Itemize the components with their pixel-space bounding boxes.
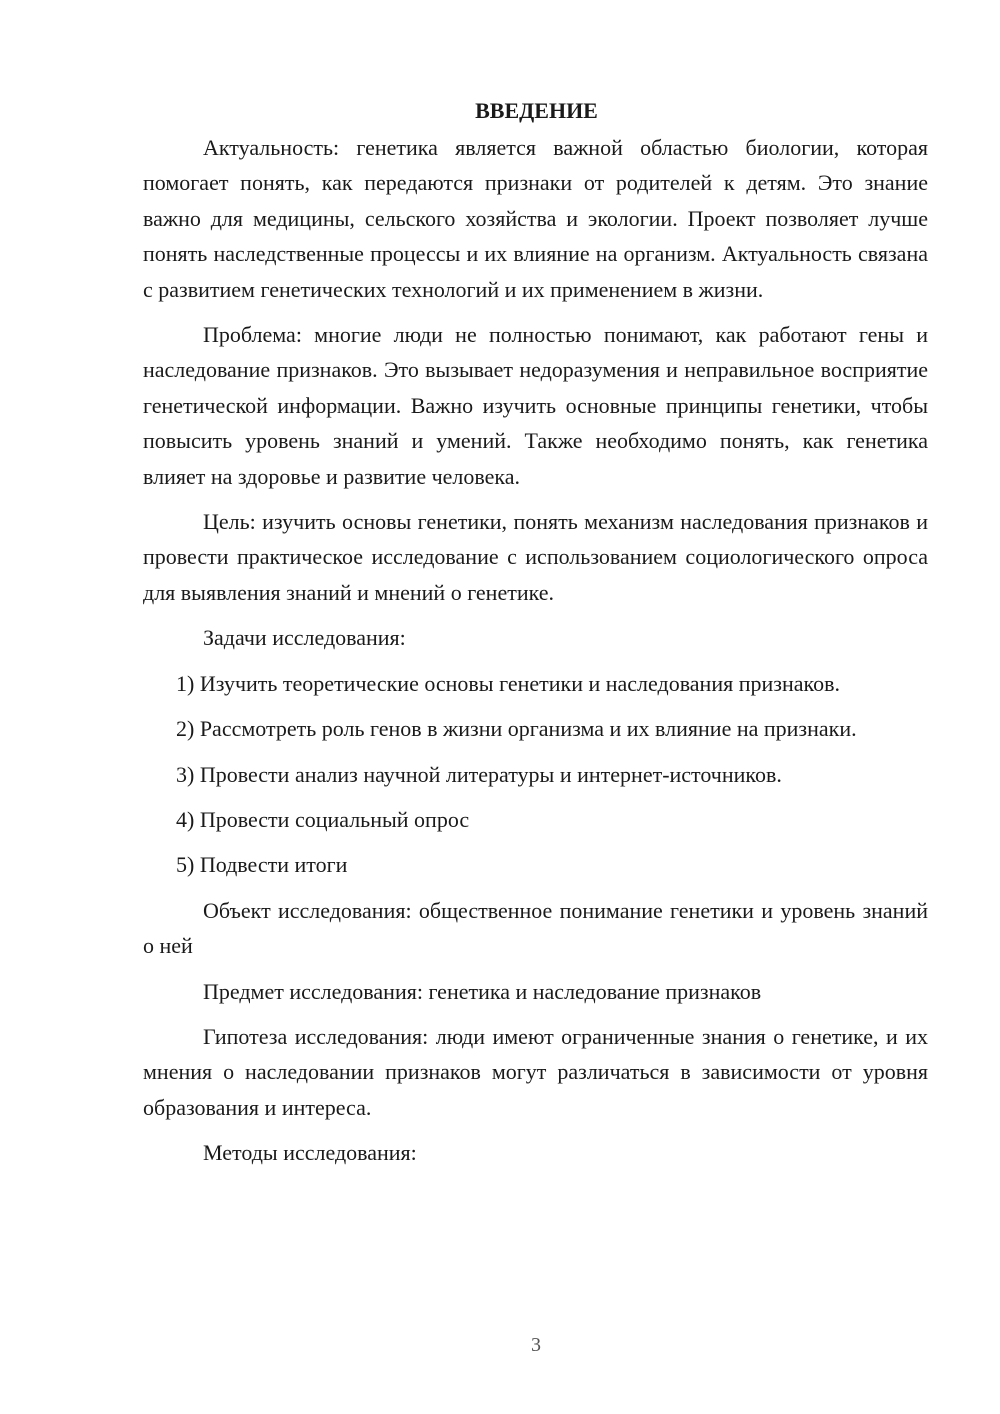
- task-item-1: 1) Изучить теоретические основы генетики и наследования признаков.: [176, 670, 840, 696]
- paragraph-relevance: Актуальность: генетика является важной областью биологии, которая помогает понять, как передаются признаки от родителей к детям. Это знание важно для медицины, сельского хозяйства и экологии. Проект позволяет лучше понять наследственные процессы и их влияние на организм. Актуальность связана с развитием генетических технологий и их применением в жизни.: [143, 135, 928, 302]
- task-item-3: 3) Провести анализ научной литературы и интернет-источников.: [176, 761, 782, 787]
- page-number: 3: [531, 1334, 541, 1356]
- methods-heading: Методы исследования:: [203, 1140, 417, 1166]
- paragraph-object: Объект исследования: общественное понимание генетики и уровень знаний о ней: [143, 897, 928, 959]
- task-item-5: 5) Подвести итоги: [176, 852, 348, 878]
- task-item-4: 4) Провести социальный опрос: [176, 806, 470, 832]
- paragraph-goal: Цель: изучить основы генетики, понять механизм наследования признаков и провести практическое исследование с использованием социологического опроса для выявления знаний и мнений о генетике.: [143, 509, 928, 605]
- paragraph-problem: Проблема: многие люди не полностью понимают, как работают гены и наследование признаков. Это вызывает недоразумения и неправильное восприятие генетической информации. Важно изучить основные принципы генетики, чтобы повысить уровень знаний и умений. Также необходимо понять, как генетика влияет на здоровье и развитие человека.: [143, 322, 928, 489]
- document-page: [143, 96, 928, 1181]
- tasks-heading: Задачи исследования:: [203, 625, 406, 651]
- page-title: ВВЕДЕНИЕ: [475, 98, 598, 123]
- task-item-2: 2) Рассмотреть роль генов в жизни организма и их влияние на признаки.: [176, 716, 857, 742]
- paragraph-subject: Предмет исследования: генетика и наследование признаков: [203, 978, 762, 1004]
- paragraph-hypothesis: Гипотеза исследования: люди имеют ограниченные знания о генетике, и их мнения о наследовании признаков могут различаться в зависимости от уровня образования и интереса.: [143, 1023, 928, 1120]
